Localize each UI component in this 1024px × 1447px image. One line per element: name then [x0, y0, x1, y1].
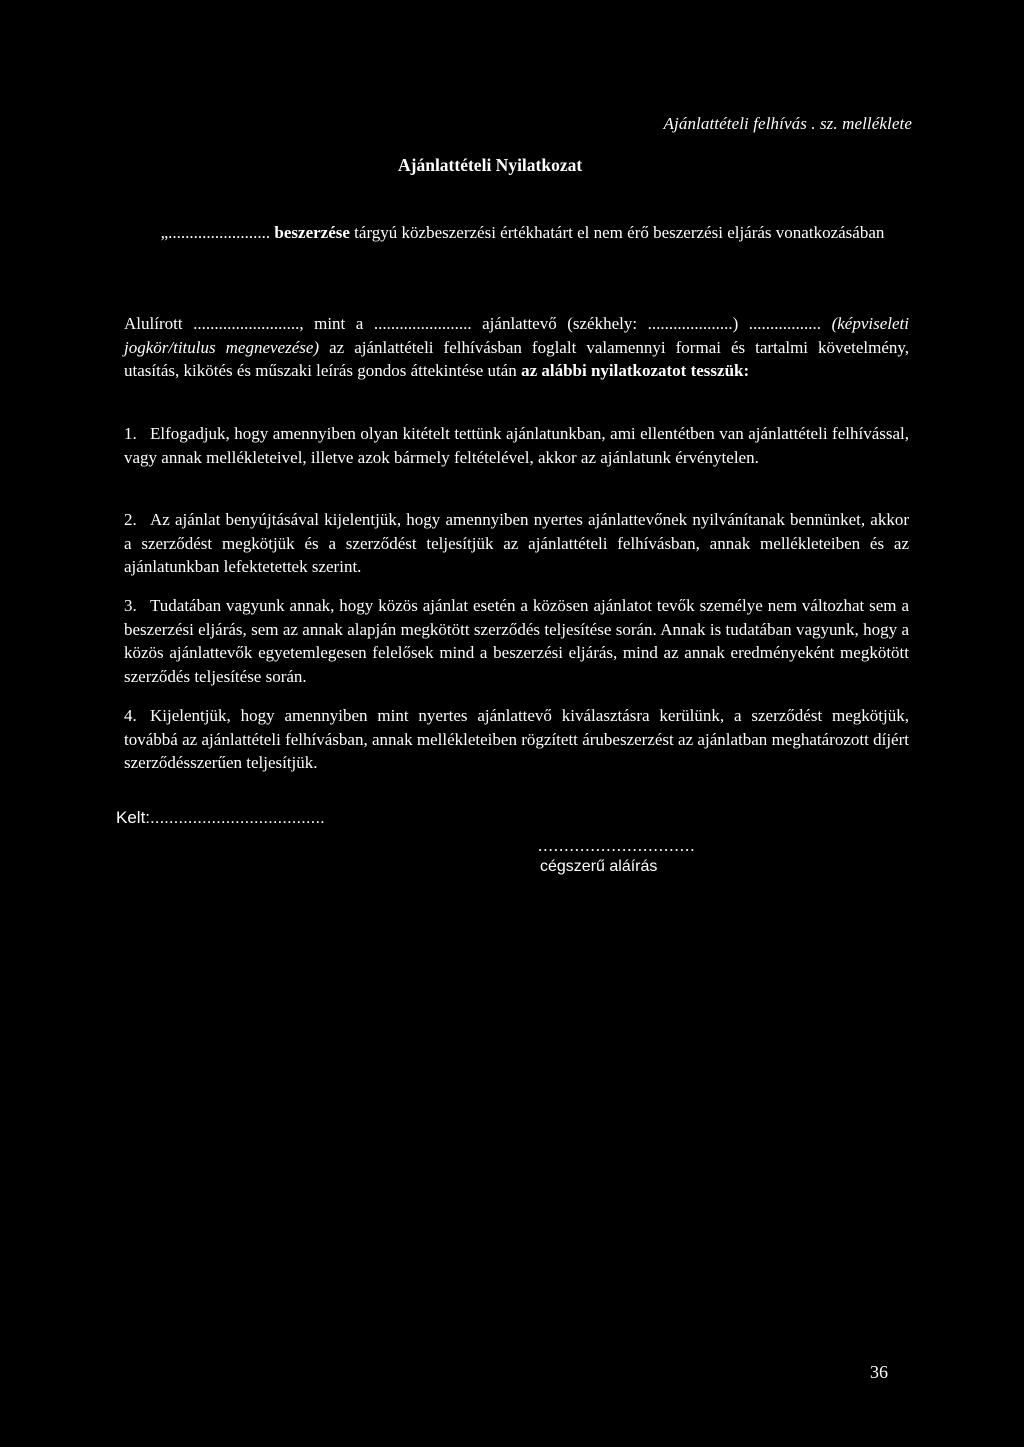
intro-text-2: az ajánlattételi felhívásban foglalt valamennyi formai és tartalmi követelmény, utasítás, kikötés és műszaki leírás gondos áttekintése után: [124, 337, 910, 380]
item-number: 4.: [124, 706, 137, 725]
item-text: Elfogadjuk, hogy amennyiben olyan kitételt tettünk ajánlatunkban, ami ellentétben van ajánlattételi felhívással, vagy annak mellékleteivel, illetve azok bármely feltételével, akkor az ajánlatunk érvénytelen.: [124, 424, 909, 467]
intro-paragraph: [124, 312, 909, 383]
intro-bold: az alábbi nyilatkozatot tesszük:: [521, 361, 750, 380]
annex-label: Ajánlattételi felhívás . sz. melléklete: [663, 114, 912, 133]
date-line: Kelt:.....................................: [116, 808, 325, 827]
intro-italic: (képviseleti jogkör/titulus megnevezése): [124, 314, 909, 357]
subject-bold: beszerzése: [274, 223, 350, 242]
intro-text-1: Alulírott ........................., mint a ....................... ajánlattevő (székhely: ....................) .................: [124, 314, 832, 333]
item-text: Az ajánlat benyújtásával kijelentjük, hogy amennyiben nyertes ajánlattevőnek nyilvánítanak bennünket, akkor a szerződést megkötjük és a szerződést teljesítjük az ajánlattételi felhívásban, annak mellékleteiben és az ajánlatunkban lefektetettek szerint.: [124, 510, 909, 576]
subject-prefix: „........................: [160, 223, 275, 242]
signature-line: ..............................: [538, 836, 696, 855]
item-number: 3.: [124, 596, 137, 615]
item-text: Kijelentjük, hogy amennyiben mint nyertes ajánlattevő kiválasztásra kerülünk, a szerződést megkötjük, továbbá az ajánlattételi felhívásban, annak mellékleteiben rögzített árubeszerzést az ajánlatban meghatározott díjért szerződésszerűen teljesítjük.: [124, 706, 909, 772]
statement-item-1: [124, 422, 909, 469]
statement-item-4: [124, 704, 909, 775]
subject-rest: tárgyú közbeszerzési értékhatárt el nem érő beszerzési eljárás vonatkozásában: [349, 223, 885, 242]
signature-label: cégszerű aláírás: [540, 858, 658, 875]
statement-item-3: [124, 594, 909, 688]
item-text: Tudatában vagyunk annak, hogy közös ajánlat esetén a közösen ajánlatot tevők személye nem változhat sem a beszerzési eljárás, sem az annak alapján megkötött szerződés teljesítése során. Annak is tudatában vagyunk, hogy a közös ajánlattevők egyetemlegesen felelősek mind a beszerzési eljárás, mind az annak eredményeként megkötött szerződés teljesítése során.: [124, 596, 909, 686]
item-number: 2.: [124, 510, 137, 529]
item-number: 1.: [124, 424, 137, 443]
procurement-subject: [150, 221, 895, 244]
document-title: Ajánlattételi Nyilatkozat: [398, 155, 583, 175]
page-number: 36: [870, 1362, 888, 1382]
statement-item-2: [124, 508, 909, 579]
